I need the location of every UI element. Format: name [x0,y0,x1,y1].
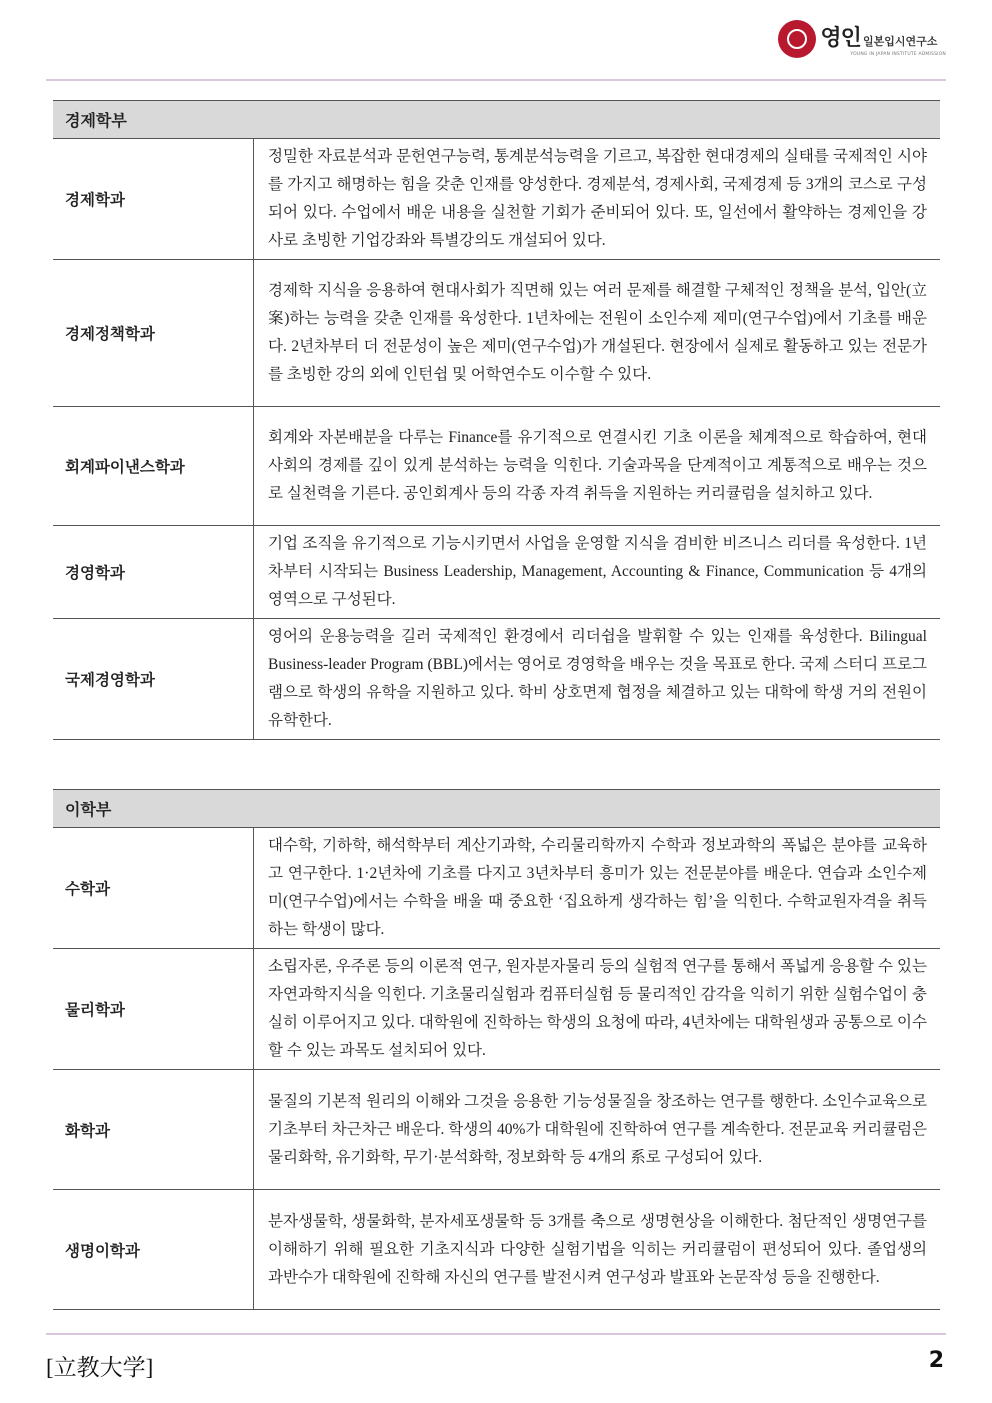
department-description: 대수학, 기하학, 해석학부터 계산기과학, 수리물리학까지 수학과 정보과학의 폭넓은 분야를 교육하고 연구한다. 1·2년차에 기초를 다지고 3년차부터 흥미가 있는 전문분야를 배운다. 연습과 소인수제미(연구수업)에서는 수학을 배울 때 중요한 ‘집요하게 생각하는 힘’을 익힌다. 수학교원자격을 취득하는 학생이 많다. [254,828,941,949]
department-name: 국제경영학과 [53,619,254,740]
department-name: 회계파이낸스학과 [53,407,254,526]
department-name: 경제학과 [53,139,254,260]
section-title: 이학부 [53,790,940,828]
table-row [53,619,940,740]
logo-name: 영인 [820,26,861,51]
table-row [53,407,940,526]
department-description: 물질의 기본적 원리의 이해와 그것을 응용한 기능성물질을 창조하는 연구를 행한다. 소인수교육으로 기초부터 차근차근 배운다. 학생의 40%가 대학원에 진학하여 연구를 계속한다. 전문교육 커리큘럼은 물리화학, 유기화학, 무기·분석화학, 정보화학 등 4개의 系로 구성되어 있다. [254,1070,941,1190]
footer-divider [46,1333,946,1335]
department-description: 경제학 지식을 응용하여 현대사회가 직면해 있는 여러 문제를 해결할 구체적인 정책을 분석, 입안(立案)하는 능력을 갖춘 인재를 육성한다. 1년차에는 전원이 소인수제 제미(연구수업)에서 기초를 배운다. 2년차부터 더 전문성이 높은 제미(연구수업)가 개설된다. 현장에서 실제로 활동하고 있는 전문가를 초빙한 강의 외에 인턴쉽 및 어학연수도 이수할 수 있다. [254,260,941,407]
department-description: 소립자론, 우주론 등의 이론적 연구, 원자분자물리 등의 실험적 연구를 통해서 폭넓게 응용할 수 있는 자연과학지식을 익힌다. 기초물리실험과 컴퓨터실험 등 물리적인 감각을 익히기 위한 실험수업이 충실히 이루어지고 있다. 대학원에 진학하는 학생의 요청에 따라, 4년차에는 대학원생과 공통으로 이수할 수 있는 과목도 설치되어 있다. [254,949,941,1070]
logo [778,20,946,58]
table-row [53,949,940,1070]
department-description: 회계와 자본배분을 다루는 Finance를 유기적으로 연결시킨 기초 이론을 체계적으로 학습하여, 현대사회의 경제를 깊이 있게 분석하는 능력을 익힌다. 기술과목을 단계적이고 계통적으로 배우는 것으로 실천력을 기른다. 공인회계사 등의 각종 자격 취득을 지원하는 커리큘럼을 설치하고 있다. [254,407,941,526]
section-title: 경제학부 [53,101,940,139]
page-header [0,0,992,80]
department-description: 정밀한 자료분석과 문헌연구능력, 통계분석능력을 기르고, 복잡한 현대경제의 실태를 국제적인 시야를 가지고 해명하는 힘을 갖춘 인재를 양성한다. 경제분석, 경제사회, 국제경제 등 3개의 코스로 구성되어 있다. 수업에서 배운 내용을 실천할 기회가 준비되어 있다. 또, 일선에서 활약하는 경제인을 강사로 초빙한 기업강좌와 특별강의도 개설되어 있다. [254,139,941,260]
department-description: 영어의 운용능력을 길러 국제적인 환경에서 리더쉽을 발휘할 수 있는 인재를 육성한다. Bilingual Business-leader Program (BBL)에서는 영어로 경영학을 배우는 것을 목표로 한다. 국제 스터디 프로그램으로 학생의 유학을 지원하고 있다. 학비 상호면제 협정을 체결하고 있는 대학에 학생 거의 전원이 유학한다. [254,619,941,740]
department-name: 물리학과 [53,949,254,1070]
section-economics [53,100,940,740]
header-divider [46,79,946,81]
table-row [53,526,940,619]
logo-emblem-icon [778,20,816,58]
table-row [53,1070,940,1190]
logo-english: YOUNG IN JAPAN INSTITUTE ADMISSION [850,52,946,57]
department-name: 화학과 [53,1070,254,1190]
section-science [53,789,940,1310]
table-row [53,828,940,949]
department-description: 기업 조직을 유기적으로 기능시키면서 사업을 운영할 지식을 겸비한 비즈니스 리더를 육성한다. 1년차부터 시작되는 Business Leadership, Management, Accounting & Finance, Communication 등 4개의 영역으로 구성된다. [254,526,941,619]
department-name: 경제정책학과 [53,260,254,407]
table-row [53,1190,940,1310]
page-number: 2 [928,1348,944,1373]
logo-subtitle: 일본입시연구소 [862,35,938,48]
table-row [53,139,940,260]
department-name: 경영학과 [53,526,254,619]
department-name: 수학과 [53,828,254,949]
department-description: 분자생물학, 생물화학, 분자세포생물학 등 3개를 축으로 생명현상을 이해한다. 첨단적인 생명연구를 이해하기 위해 필요한 기초지식과 다양한 실험기법을 익히는 커리큘럼이 편성되어 있다. 졸업생의 과반수가 대학원에 진학해 자신의 연구를 발전시켜 연구성과 발표와 논문작성 등을 진행한다. [254,1190,941,1310]
department-name: 생명이학과 [53,1190,254,1310]
footer-university: [立教大学] [46,1355,154,1380]
table-row [53,260,940,407]
